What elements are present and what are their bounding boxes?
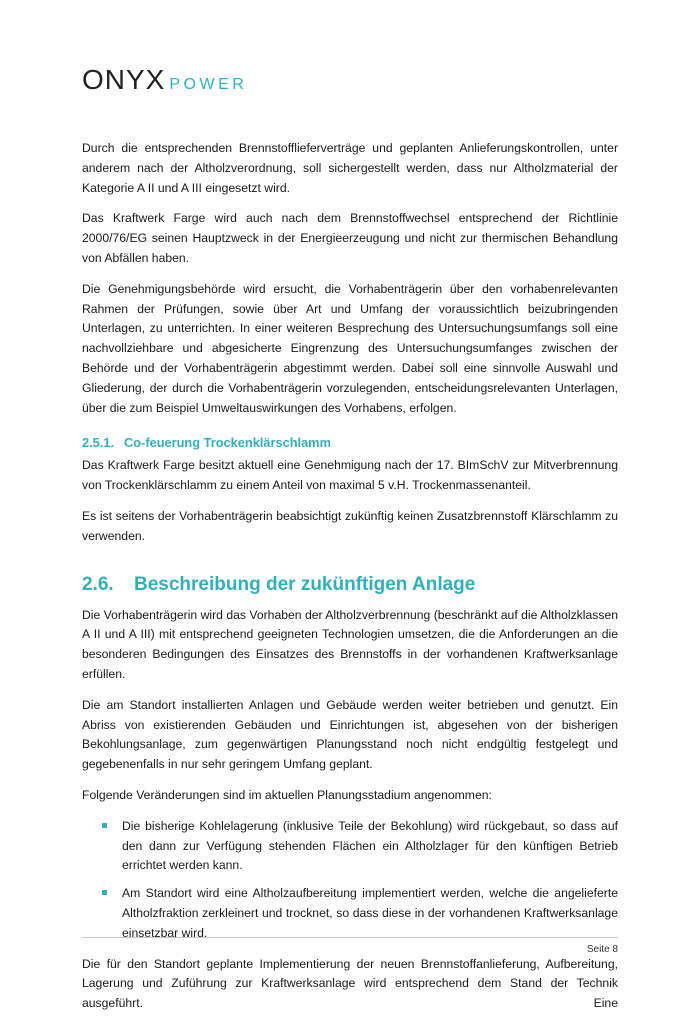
section-heading-2-6	[82, 573, 618, 597]
section-number: 2.6.	[82, 573, 114, 595]
paragraph: Das Kraftwerk Farge besitzt aktuell eine Genehmigung nach der 17. BImSchV zur Mitverbrennung von Trockenklärschlamm zu einem Anteil von maximal 5 v.H. Trockenmassenanteil.	[82, 458, 618, 493]
square-bullet-icon	[102, 823, 107, 828]
list-item-text: Am Standort wird eine Altholzaufbereitung implementiert werden, welche die angelieferte Altholzfraktion zerkleinert und trocknet, so dass diese in der vorhandenen Kraftwerksanlage einsetzbar wird.	[122, 886, 618, 940]
paragraph: Durch die entsprechenden Brennstofflieferverträge und geplanten Anlieferungskontrollen, unter anderem nach der Altholzverordnung, soll sichergestellt werden, dass nur Altholzmaterial der Kategorie A II und A III eingesetzt wird.	[82, 141, 618, 195]
logo-sub-text: POWER	[169, 76, 248, 93]
section-title: Co-feuerung Trockenklärschlamm	[124, 435, 331, 451]
paragraph: Die für den Standort geplante Implementierung der neuen Brennstoffanlieferung, Aufbereitung, Lagerung und Zuführung zur Kraftwerksanlage wird entsprechend dem Stand der Technik ausgeführt. Eine	[82, 956, 618, 1011]
paragraph: Die Genehmigungsbehörde wird ersucht, die Vorhabenträgerin über den vorhabenrelevanten Rahmen der Prüfungen, sowie über Art und Umfang der voraussichtlich beizubringenden Unterlagen, zu unterrichten. In einer weiteren Besprechung des Untersuchungsumfangs soll eine nachvollziehbare und abgesicherte Eingrenzung des Untersuchungsumfanges zwischen der Behörde und der Vorhabenträgerin abgestimmt werden. Dabei soll eine sinnvolle Auswahl und Gliederung, der durch die Vorhabenträgerin vorzulegenden, entscheidungsrelevanten Unterlagen, über die zum Beispiel Umweltauswirkungen des Vorhabens, erfolgen.	[82, 281, 618, 415]
paragraph: Folgende Veränderungen sind im aktuellen Planungsstadium angenommen:	[82, 787, 492, 802]
square-bullet-icon	[102, 890, 107, 895]
section-heading-2-5-1	[82, 434, 618, 452]
company-logo	[82, 64, 247, 96]
bullet-list	[82, 817, 618, 944]
list-item-text: Die bisherige Kohlelagerung (inklusive Teile der Bekohlung) wird rückgebaut, so dass auf den dann zur Verfügung stehenden Flächen ein Altholzlager für den künftigen Betrieb errichtet werden kann.	[122, 818, 618, 873]
paragraph: Die am Standort installierten Anlagen und Gebäude werden weiter betrieben und genutzt. Ein Abriss von existierenden Gebäuden und Einrichtungen ist, abgesehen von der bisherigen Bekohlungsanlage, zum gegenwärtigen Planungsstand noch nicht endgültig festgelegt und gegebenenfalls in nur sehr geringem Umfang geplant.	[82, 697, 618, 772]
list-item	[82, 884, 618, 943]
list-item	[82, 817, 618, 876]
page-number: Seite 8	[586, 944, 618, 955]
paragraph: Es ist seitens der Vorhabenträgerin beabsichtigt zukünftig keinen Zusatzbrennstoff Klärschlamm zu verwenden.	[82, 508, 618, 543]
logo-main-text: ONYX	[82, 64, 166, 95]
paragraph: Das Kraftwerk Farge wird auch nach dem Brennstoffwechsel entsprechend der Richtlinie 2000/76/EG seinen Hauptzweck in der Energieerzeugung und nicht zur thermischen Behandlung von Abfällen haben.	[82, 211, 618, 265]
footer-divider	[82, 937, 618, 938]
paragraph: Die Vorhabenträgerin wird das Vorhaben der Altholzverbrennung (beschränkt auf die Altholzklassen A II und A III) mit entsprechend geeigneten Technologien umsetzen, die die Anforderungen an die besonderen Bedingungen des Einsatzes des Brennstoffs in der vorhandenen Kraftwerksanlage erfüllen.	[82, 607, 618, 681]
page-content	[82, 139, 618, 1025]
section-number: 2.5.1.	[82, 435, 115, 451]
section-title: Beschreibung der zukünftigen Anlage	[134, 573, 476, 595]
